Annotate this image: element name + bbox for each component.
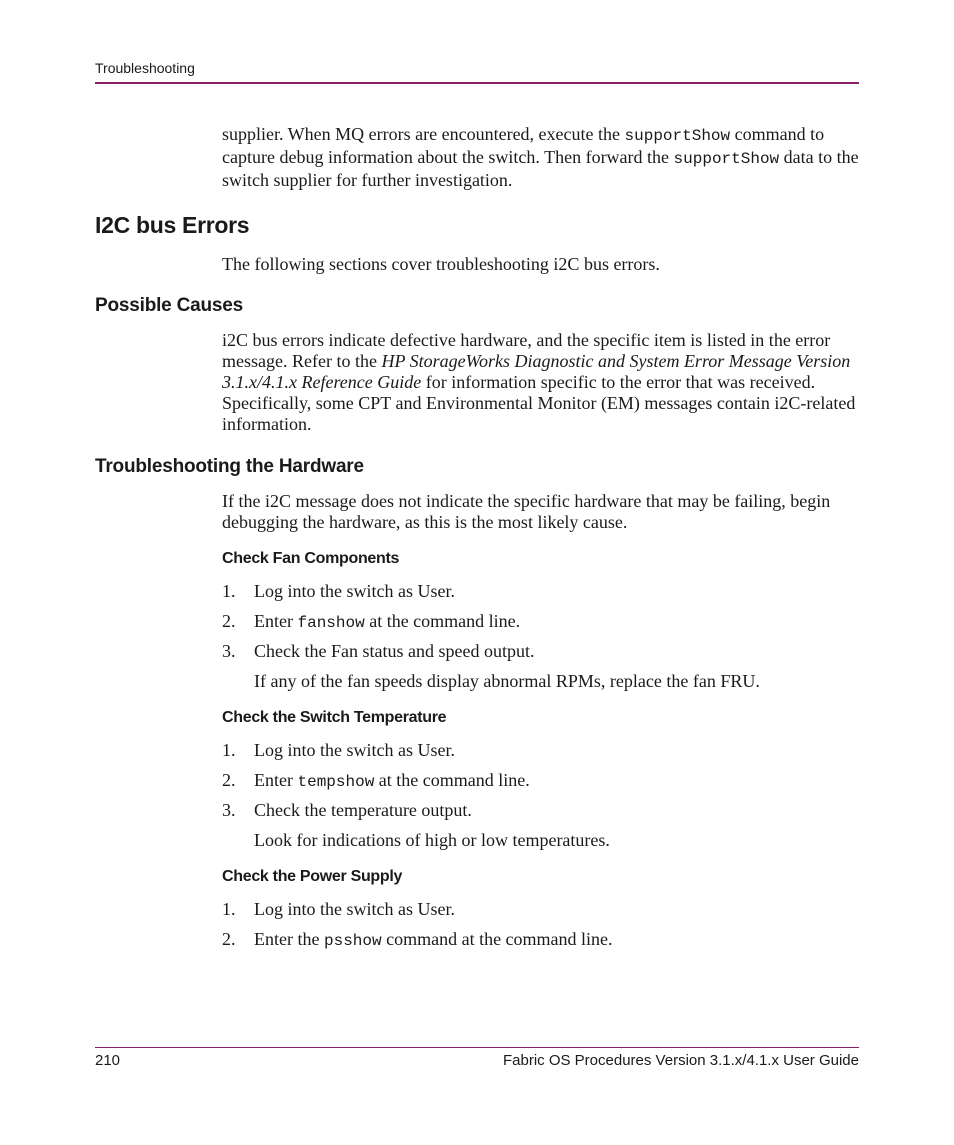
list-item: 2. Enter the psshow command at the command line. [222,929,613,950]
list-item: 3. Check the temperature output. [222,800,472,820]
footer-document-title: Fabric OS Procedures Version 3.1.x/4.1.x User Guide [503,1052,859,1069]
running-header: Troubleshooting [95,60,195,76]
fan-note: If any of the fan speeds display abnormal RPMs, replace the fan FRU. [254,671,760,691]
subsection-title-fan: Check Fan Components [222,550,400,567]
footer-rule [95,1047,859,1048]
subsection-title-temperature: Check the Switch Temperature [222,709,447,726]
intro-paragraph: supplier. When MQ errors are encountered, execute the supportShow command to capture debug information about the switch. Then forward the supportShow data to the switch supplier for further investigation. [222,124,859,190]
command-fanshow: fanshow [297,614,365,632]
reference-guide-title: HP StorageWorks Diagnostic and System Error Message Version 3.1.x/4.1.x Reference Guide [222,351,851,392]
temperature-note: Look for indications of high or low temperatures. [254,830,610,850]
command-tempshow: tempshow [297,773,375,791]
list-item: 1. Log into the switch as User. [222,581,455,601]
list-item: 3. Check the Fan status and speed output. [222,641,535,661]
command-supportshow: supportShow [624,127,731,145]
header-rule [95,82,859,84]
command-psshow: psshow [323,932,382,950]
command-supportshow: supportShow [673,150,780,168]
subsection-title-power: Check the Power Supply [222,868,403,885]
list-item: 2. Enter fanshow at the command line. [222,611,521,632]
section-title-possible-causes: Possible Causes [95,295,244,316]
list-item: 2. Enter tempshow at the command line. [222,770,530,791]
section-title-i2c: I2C bus Errors [95,212,250,238]
i2c-intro: The following sections cover troubleshooting i2C bus errors. [222,254,660,274]
possible-causes-paragraph: i2C bus errors indicate defective hardware, and the specific item is listed in the error message. Refer to the HP StorageWorks Diagnostic and System Error Message Version 3.1.x/4.1.x Reference Guide for information specific to the error that was received. Specifically, some CPT and Environmental Monitor (EM) messages contain i2C-related information. [222,330,856,434]
list-item: 1. Log into the switch as User. [222,899,455,919]
hardware-intro: If the i2C message does not indicate the specific hardware that may be failing, begin debugging the hardware, as this is the most likely cause. [222,491,831,532]
list-item: 1. Log into the switch as User. [222,740,455,760]
section-title-hardware: Troubleshooting the Hardware [95,456,364,477]
page-number: 210 [95,1052,121,1069]
